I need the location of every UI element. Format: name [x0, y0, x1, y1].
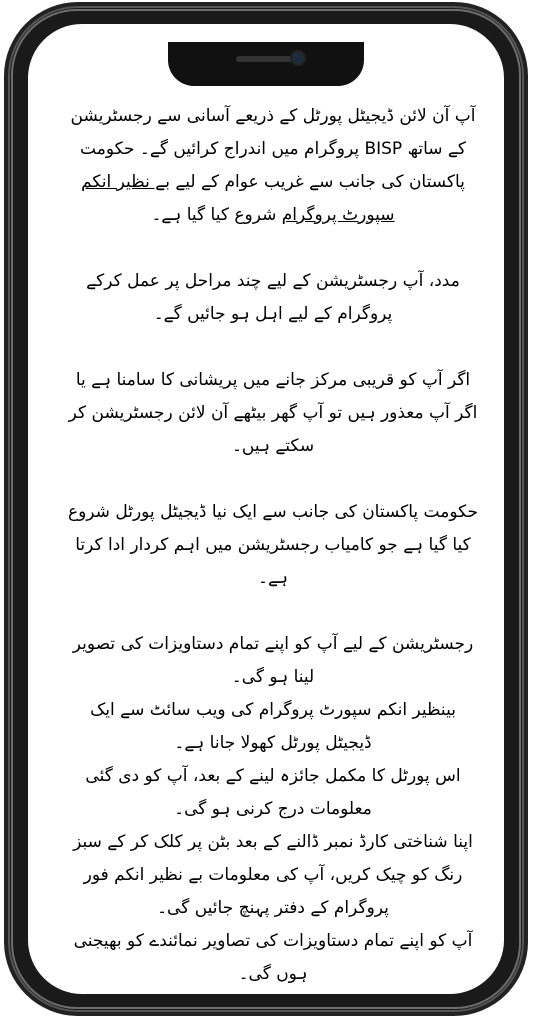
- camera-icon: [292, 52, 304, 64]
- step-enter-info: اس پورٹل کا مکمل جائزہ لینے کے بعد، آپ کو دی گئی معلومات درج کرنی ہو گی۔: [85, 766, 461, 819]
- bisp-program-link[interactable]: بے نظیر انکم سپورٹ پروگرام: [81, 172, 395, 225]
- paragraph-intro-part-c: شروع کیا گیا ہے۔: [151, 205, 282, 225]
- speaker-icon: [236, 56, 296, 62]
- step-open-portal: بینظیر انکم سپورٹ پروگرام کی ویب سائٹ سے ایک ڈیجیٹل پورٹل کھولا جانا ہے۔: [90, 700, 456, 753]
- paragraph-digital-portal: حکومت پاکستان کی جانب سے ایک نیا ڈیجیٹل پورٹل شروع کیا گیا ہے جو کامیاب رجسٹریشن میں اہم کردار ادا کرتا ہے۔: [67, 502, 479, 588]
- spacer: [66, 232, 480, 265]
- paragraph-intro-part-a: آپ آن لائن ڈیجیٹل پورٹل کے ذریعے آسانی سے رجسٹریشن کے ساتھ: [70, 106, 476, 159]
- step-documents-photo: رجسٹریشن کے لیے آپ کو اپنے تمام دستاویزات کی تصویر لینا ہو گی۔: [72, 634, 474, 687]
- paragraph-online-registration: اگر آپ کو قریبی مرکز جانے میں پریشانی کا سامنا ہے یا اگر آپ معذور ہیں تو آپ گھر بیٹھے آن لائن رجسٹریشن کر سکتے ہیں۔: [68, 370, 478, 456]
- bisp-text: BISP: [364, 139, 403, 159]
- article-content: [66, 100, 480, 984]
- step-send-documents: آپ کو اپنے تمام دستاویزات کی تصاویر نمائندے کو بھیجنی ہوں گی۔: [73, 931, 473, 984]
- paragraph-intro: [66, 100, 480, 232]
- spacer: [66, 463, 480, 496]
- step-cnic-check: اپنا شناختی کارڈ نمبر ڈالنے کے بعد بٹن پر کلک کر کے سبز رنگ کو چیک کریں، آپ کی معلومات بے نظیر انکم فور پروگرام کے دفتر پہنچ جائیں گی۔: [73, 832, 473, 918]
- spacer: [66, 595, 480, 628]
- phone-screen: [28, 24, 504, 994]
- paragraph-intro-part-b: پروگرام میں اندراج کرائیں گے۔ حکومت پاکستان کی جانب سے غریب عوام کے لیے: [80, 139, 465, 192]
- phone-notch: [168, 42, 364, 86]
- spacer: [66, 331, 480, 364]
- paragraph-eligibility: مدد، آپ رجسٹریشن کے لیے چند مراحل پر عمل کرکے پروگرام کے لیے اہل ہو جائیں گے۔: [86, 271, 460, 324]
- phone-frame: [8, 6, 524, 1012]
